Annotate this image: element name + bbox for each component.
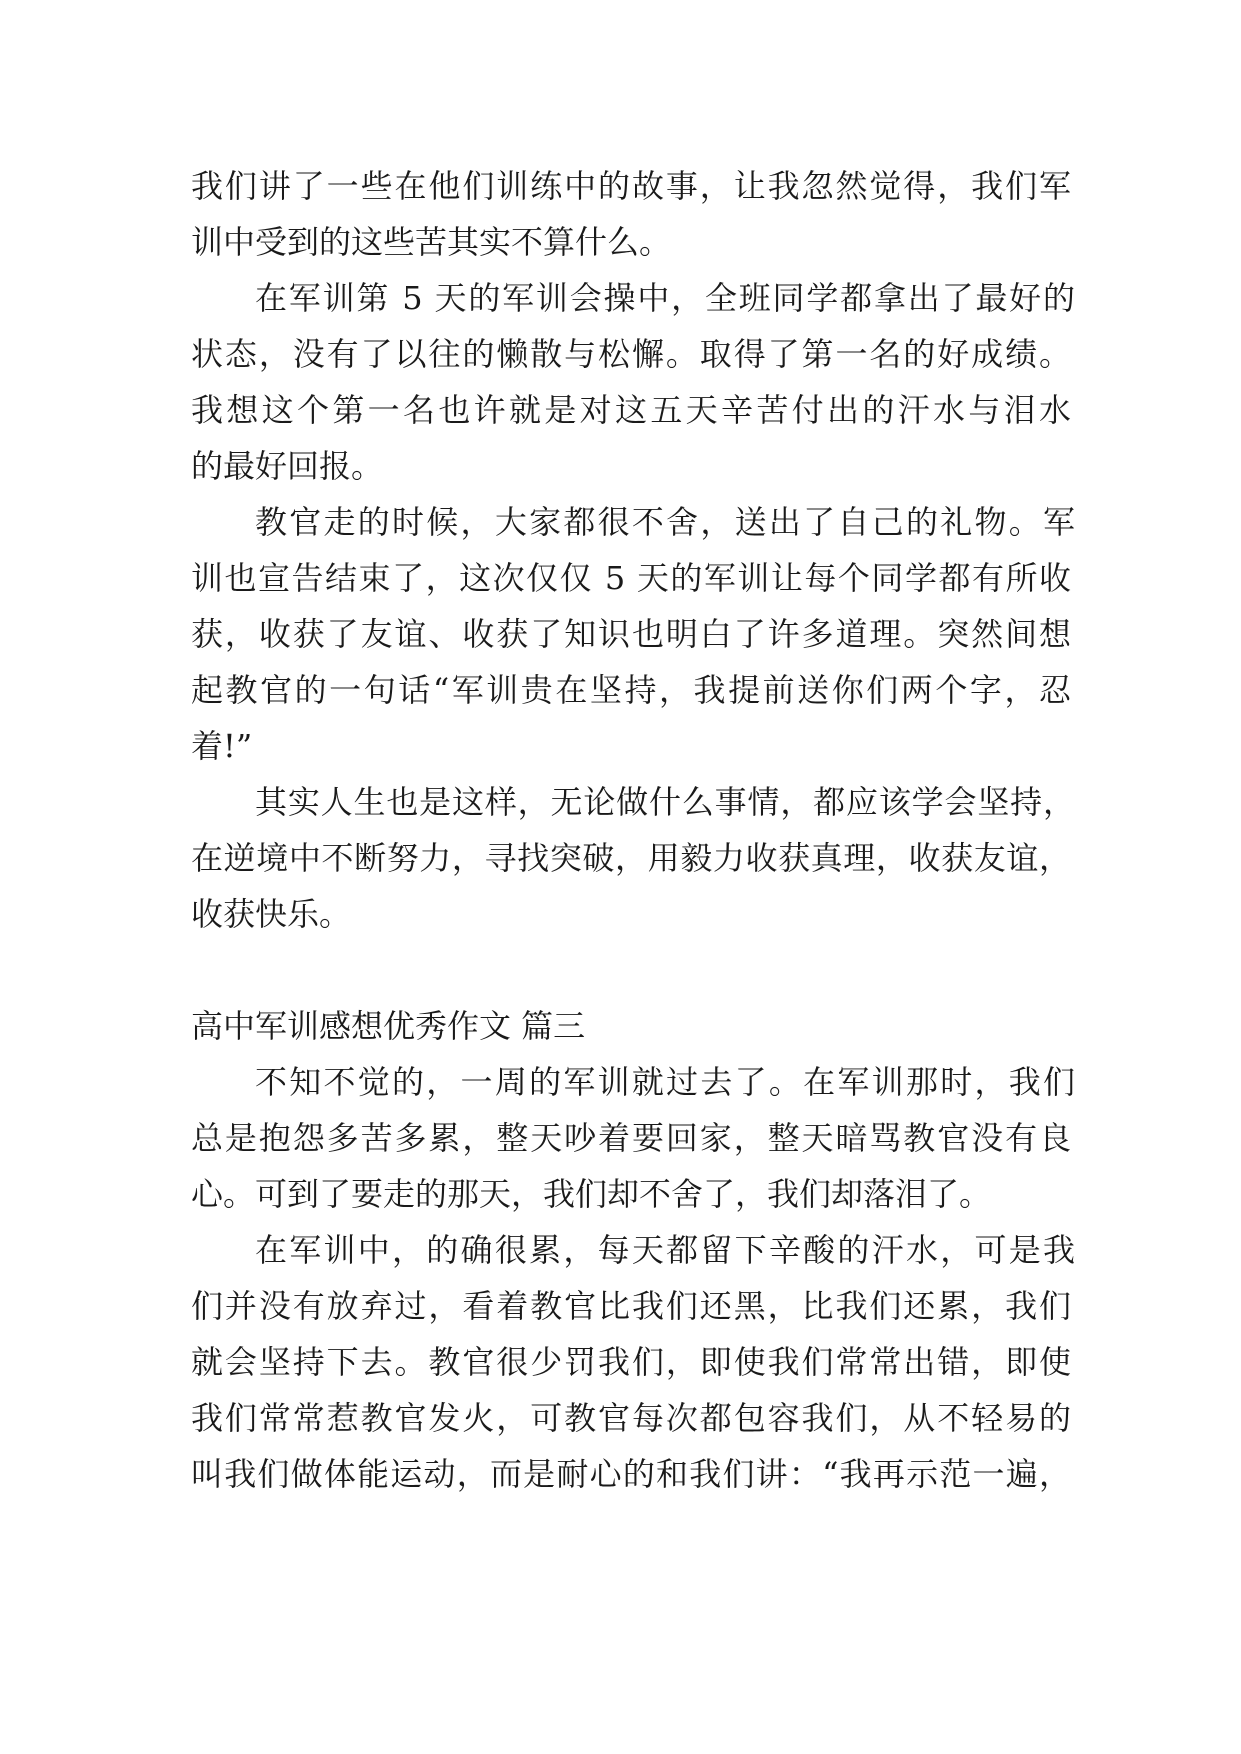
text-line: 不知不觉的，一周的军训就过去了。在军训那时，我们: [255, 1063, 1075, 1101]
text-line: 训中受到的这些苦其实不算什么。: [191, 223, 672, 261]
text-line: 起教官的一句话“军训贵在坚持，我提前送你们两个字，忍: [191, 671, 1071, 709]
text-line: 叫我们做体能运动，而是耐心的和我们讲：“我再示范一遍，: [191, 1455, 1071, 1493]
text-line: 着!”: [191, 727, 253, 765]
text-line: 收获快乐。: [191, 895, 352, 933]
text-line: 在军训第 5 天的军训会操中，全班同学都拿出了最好的: [255, 279, 1075, 317]
text-line: 心。可到了要走的那天，我们却不舍了，我们却落泪了。: [191, 1175, 992, 1213]
text-line: 在逆境中不断努力，寻找突破，用毅力收获真理，收获友谊，: [191, 839, 1071, 877]
text-line: 我们讲了一些在他们训练中的故事，让我忽然觉得，我们军: [191, 167, 1071, 205]
text-line: 我想这个第一名也许就是对这五天辛苦付出的汗水与泪水: [191, 391, 1071, 429]
text-line: 的最好回报。: [191, 447, 384, 485]
text-line: 我们常常惹教官发火，可教官每次都包容我们，从不轻易的: [191, 1399, 1071, 1437]
text-line: 教官走的时候，大家都很不舍，送出了自己的礼物。军: [255, 503, 1075, 541]
text-line: 获，收获了友谊、收获了知识也明白了许多道理。突然间想: [191, 615, 1071, 653]
text-line: 总是抱怨多苦多累，整天吵着要回家，整天暗骂教官没有良: [191, 1119, 1071, 1157]
section-heading: 高中军训感想优秀作文 篇三: [191, 1007, 586, 1045]
text-line: 状态，没有了以往的懒散与松懈。取得了第一名的好成绩。: [191, 335, 1071, 373]
text-line: 们并没有放弃过，看着教官比我们还黑，比我们还累，我们: [191, 1287, 1071, 1325]
text-line: 其实人生也是这样，无论做什么事情，都应该学会坚持，: [255, 783, 1075, 821]
text-line: 在军训中，的确很累，每天都留下辛酸的汗水，可是我: [255, 1231, 1075, 1269]
text-line: 就会坚持下去。教官很少罚我们，即使我们常常出错，即使: [191, 1343, 1071, 1381]
text-line: 训也宣告结束了，这次仅仅 5 天的军训让每个同学都有所收: [191, 559, 1071, 597]
